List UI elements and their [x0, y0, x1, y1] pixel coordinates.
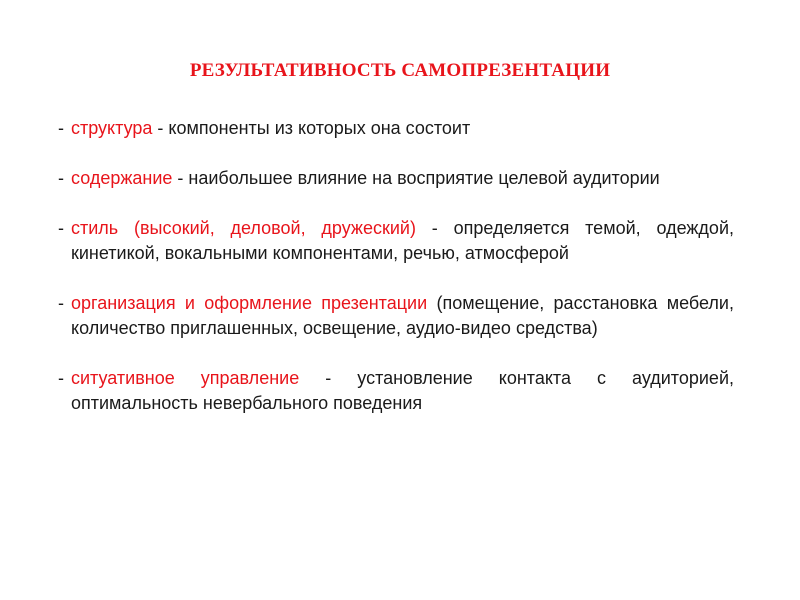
bullet-dash: - [58, 218, 64, 238]
bullet-dash: - [58, 368, 64, 388]
item-highlight: организация и оформление презентации [71, 293, 428, 313]
bullet-dash: - [58, 168, 64, 188]
slide-title: РЕЗУЛЬТАТИВНОСТЬ САМОПРЕЗЕНТАЦИИ [189, 60, 611, 81]
item-text: - определяется темой, одеждой, кинетикой, вокальными компонентами, речью, атмосферой [71, 218, 734, 263]
list-item [58, 366, 734, 416]
item-highlight: содержание [71, 168, 173, 188]
item-text: - установление контакта с аудиторией, оптимальность невербального поведения [71, 368, 734, 413]
bullet-dash: - [58, 118, 64, 138]
bullet-dash: - [58, 293, 64, 313]
item-text: - наибольшее влияние на восприятие целевой аудитории [172, 168, 660, 188]
item-highlight: стиль (высокий, деловой, дружеский) [71, 218, 416, 238]
list-item [58, 291, 734, 341]
list-item [58, 166, 734, 191]
item-highlight: структура [71, 118, 153, 138]
item-text: (помещение, расстановка мебели, количество приглашенных, освещение, аудио-видео средства) [71, 293, 734, 338]
item-text: - компоненты из которых она состоит [152, 118, 471, 138]
list-item [58, 216, 734, 266]
list-item [58, 116, 734, 141]
item-highlight: ситуативное управление [71, 368, 300, 388]
bullet-list [58, 116, 734, 441]
